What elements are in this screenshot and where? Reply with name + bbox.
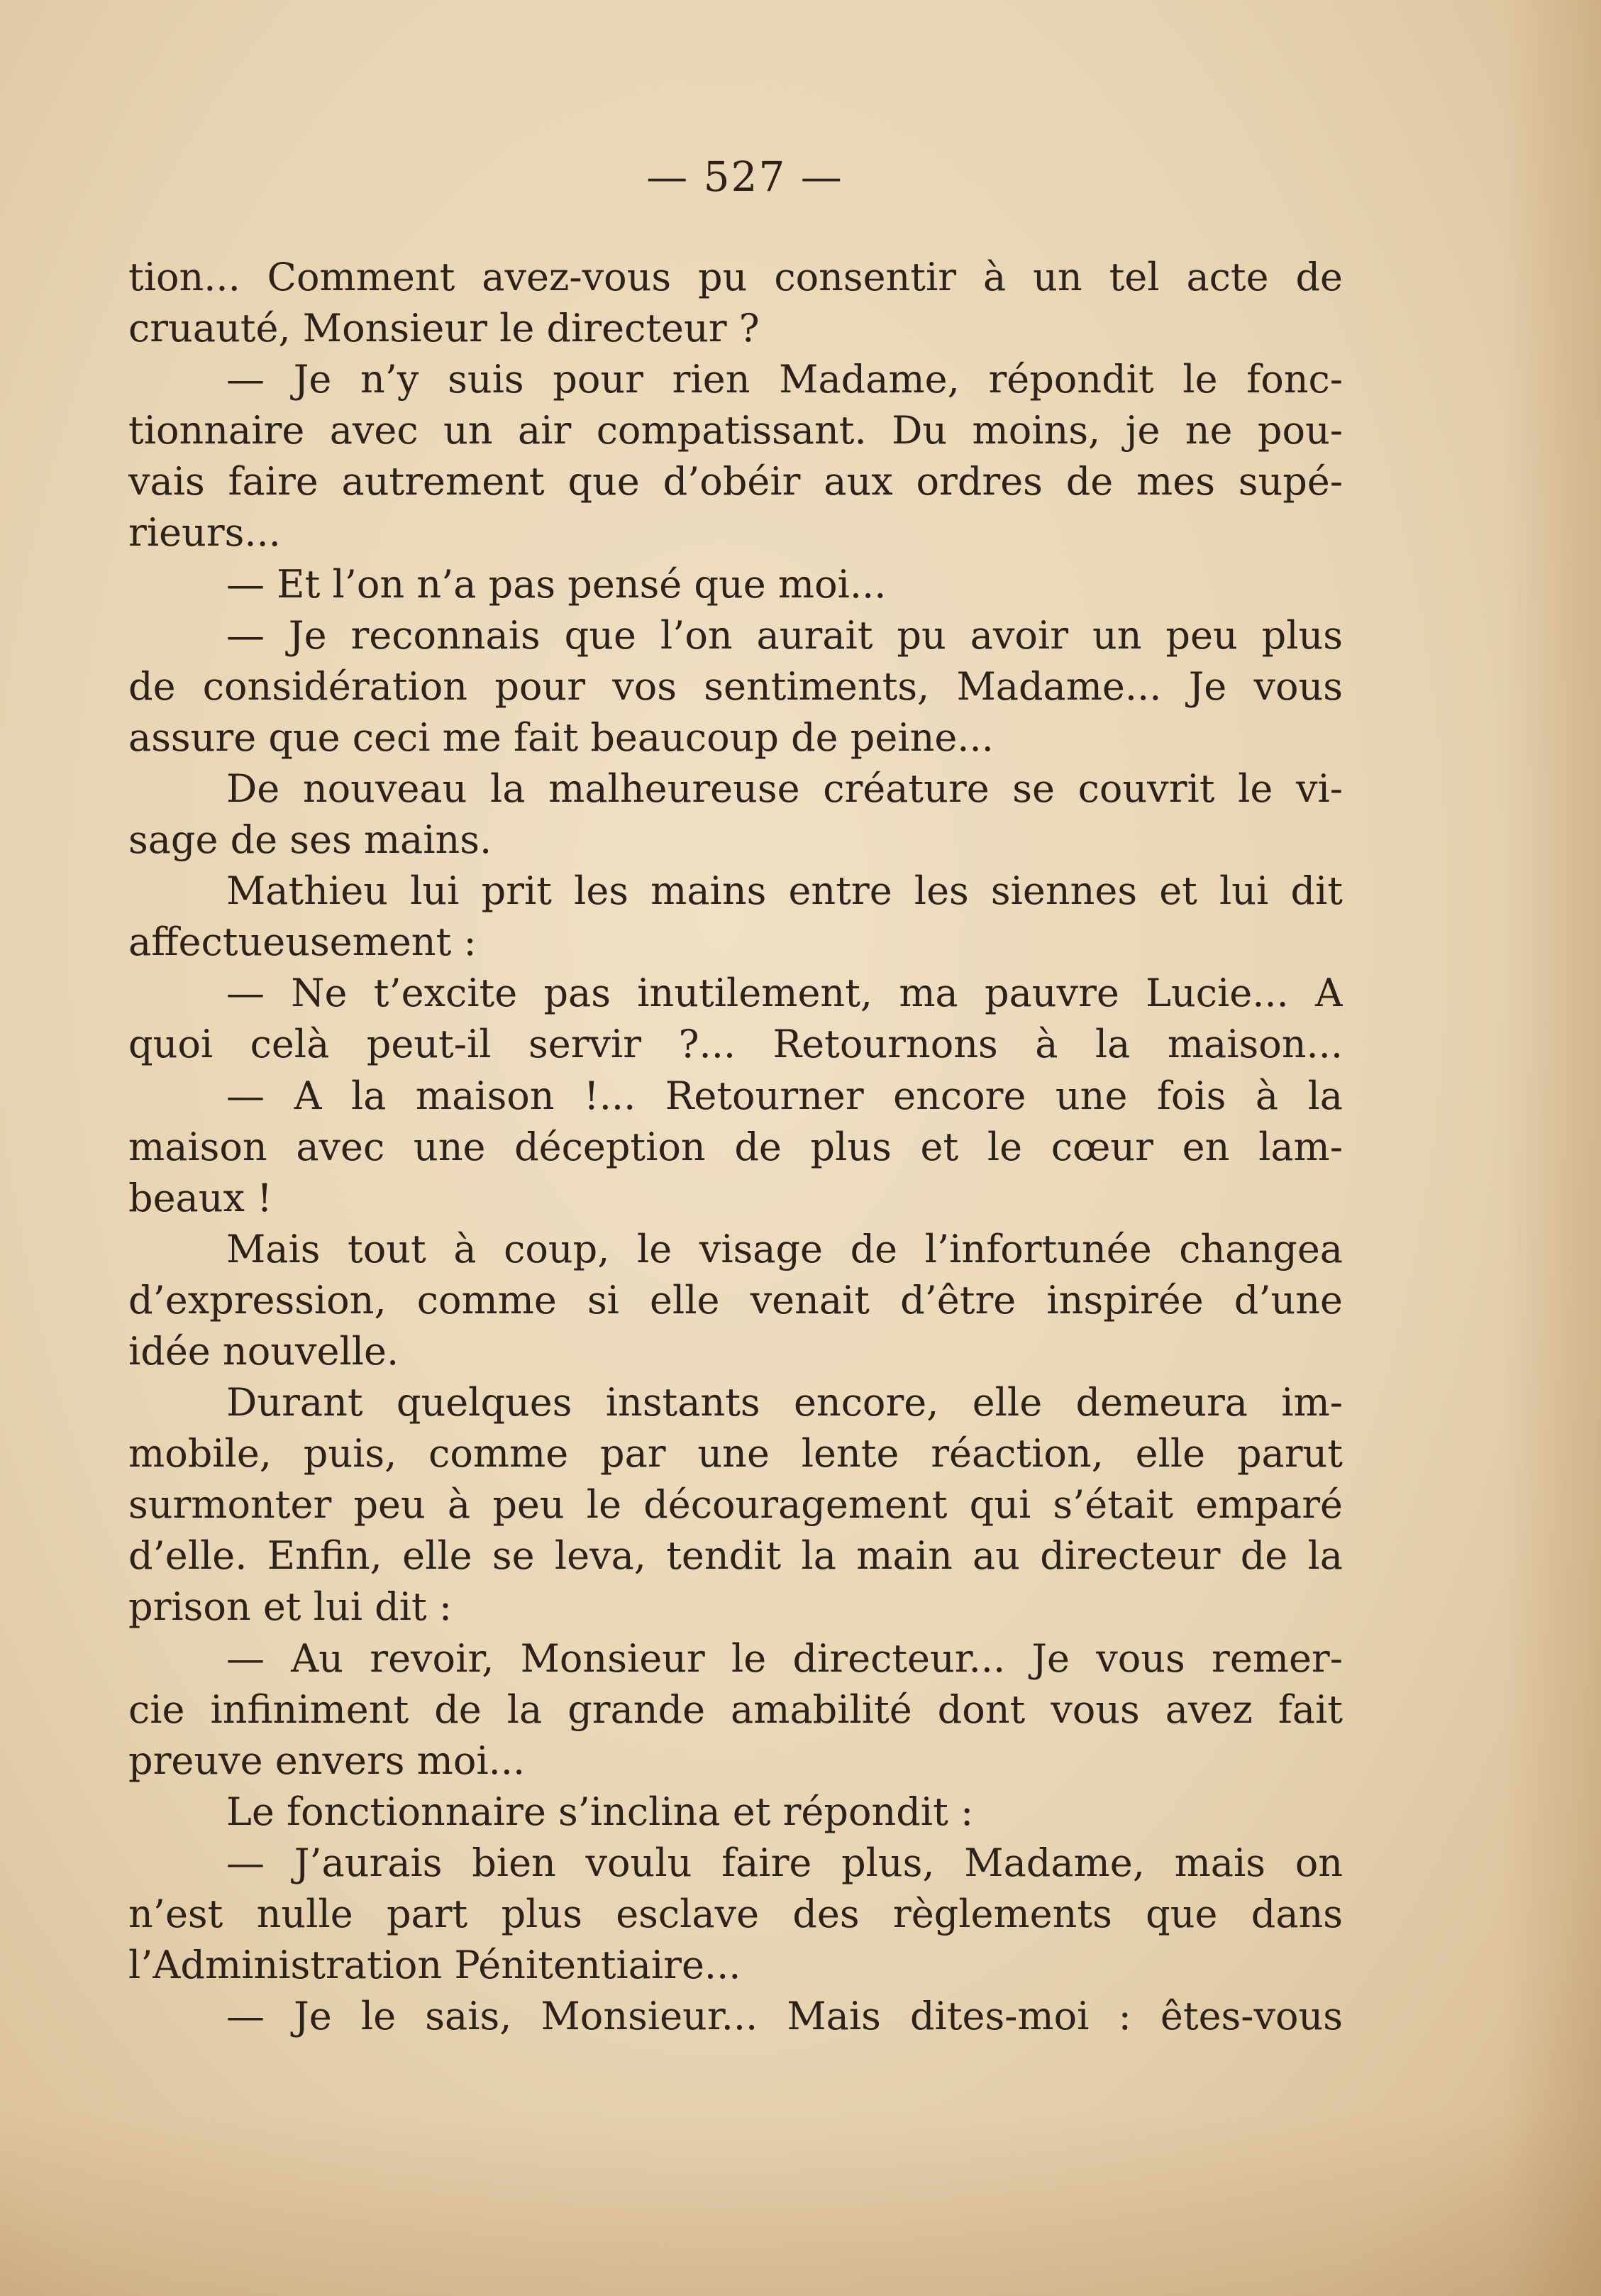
page-shadow-bottom	[0, 2112, 1601, 2296]
text-line: surmonter peu à peu le découragement qui s’était emparé	[128, 1482, 1343, 1528]
text-line: n’est nulle part plus esclave des règlements que dans	[128, 1892, 1343, 1936]
text-line: — Je le sais, Monsieur... Mais dites-moi : êtes-vous	[226, 1994, 1343, 2039]
text-line: — J’aurais bien voulu faire plus, Madame, mais on	[226, 1840, 1343, 1885]
text-line: De nouveau la malheureuse créature se couvrit le vi-	[226, 766, 1343, 811]
text-line: tionnaire avec un air compatissant. Du moins, je ne pou-	[128, 408, 1343, 453]
text-line: prison et lui dit :	[128, 1584, 453, 1630]
text-line: cie infiniment de la grande amabilité dont vous avez fait	[128, 1687, 1343, 1732]
text-line: vais faire autrement que d’obéir aux ordres de mes supé-	[128, 459, 1343, 504]
text-line: — Je reconnais que l’on aurait pu avoir un peu plus	[226, 612, 1343, 658]
text-line: — Je n’y suis pour rien Madame, répondit le fonc-	[226, 357, 1343, 402]
text-line: Mais tout à coup, le visage de l’infortunée changea	[226, 1226, 1343, 1271]
text-line: rieurs...	[128, 510, 281, 556]
text-line: l’Administration Pénitentiaire...	[128, 1943, 741, 1988]
text-line: d’expression, comme si elle venait d’être inspirée d’une	[128, 1277, 1343, 1323]
text-line: Le fonctionnaire s’inclina et répondit :	[226, 1789, 974, 1834]
text-line: Durant quelques instants encore, elle demeura im-	[226, 1380, 1343, 1425]
text-line: de considération pour vos sentiments, Madame... Je vous	[128, 663, 1343, 709]
body-text	[128, 252, 1343, 2042]
text-line: cruauté, Monsieur le directeur ?	[128, 306, 760, 351]
text-line: Mathieu lui prit les mains entre les siennes et lui dit	[226, 868, 1343, 914]
text-line: d’elle. Enfin, elle se leva, tendit la main au directeur de la	[128, 1533, 1343, 1579]
text-line: — Ne t’excite pas inutilement, ma pauvre Lucie... A	[226, 971, 1343, 1016]
text-line: — Au revoir, Monsieur le directeur... Je vous remer-	[226, 1635, 1343, 1681]
text-line: — A la maison !... Retourner encore une fois à la	[226, 1073, 1343, 1118]
text-line: idée nouvelle.	[128, 1328, 399, 1374]
text-line: — Et l’on n’a pas pensé que moi...	[226, 561, 887, 607]
page-shadow-right	[1502, 0, 1601, 2296]
text-line: quoi celà peut-il servir ?... Retournons à la maison...	[128, 1022, 1343, 1067]
text-line: affectueusement :	[128, 920, 477, 965]
text-line: preuve envers moi...	[128, 1738, 526, 1783]
text-line: sage de ses mains.	[128, 817, 492, 863]
text-line: beaux !	[128, 1175, 272, 1220]
text-line: mobile, puis, comme par une lente réaction, elle parut	[128, 1431, 1343, 1477]
page-number: — 527 —	[646, 153, 843, 201]
text-line: maison avec une déception de plus et le cœur en lam-	[128, 1124, 1343, 1169]
text-line: tion... Comment avez-vous pu consentir à un tel acte de	[128, 255, 1343, 299]
text-line: assure que ceci me fait beaucoup de peine...	[128, 714, 994, 760]
